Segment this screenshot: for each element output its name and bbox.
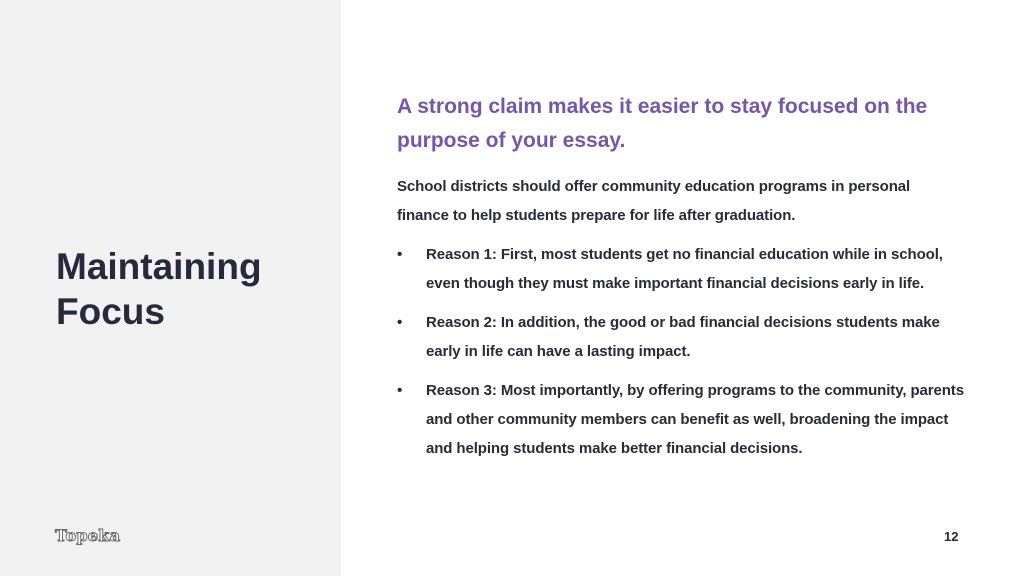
bullet-icon: •: [397, 382, 403, 399]
reasons-list: [397, 240, 977, 463]
reason-item-3: [397, 376, 977, 463]
thesis-statement: School districts should offer community education programs in personal finance to help students prepare for life after graduation.: [397, 178, 911, 224]
slide-content: [397, 90, 977, 473]
bullet-icon: •: [397, 246, 403, 263]
reason-item-2: [397, 308, 977, 366]
reason-label: Reason 2:: [426, 314, 501, 331]
reason-text: In addition, the good or bad financial decisions students make early in life can have a lasting impact.: [426, 314, 940, 360]
left-panel: [0, 0, 341, 576]
reason-label: Reason 3:: [426, 382, 501, 399]
reason-text: First, most students get no financial education while in school, even though they must make important financial decisions early in life.: [426, 246, 943, 292]
bullet-icon: •: [397, 314, 403, 331]
topeka-logo: Topeka: [55, 526, 121, 545]
reason-item-1: [397, 240, 977, 298]
reason-text: Most importantly, by offering programs to the community, parents and other community members can benefit as well, broadening the impact and helping students make better financial decisions.: [426, 382, 964, 457]
reason-label: Reason 1:: [426, 246, 501, 263]
claim-heading: A strong claim makes it easier to stay focused on the purpose of your essay.: [397, 95, 928, 152]
page-number: 12: [944, 529, 959, 544]
slide-title: Maintaining Focus: [56, 246, 262, 332]
